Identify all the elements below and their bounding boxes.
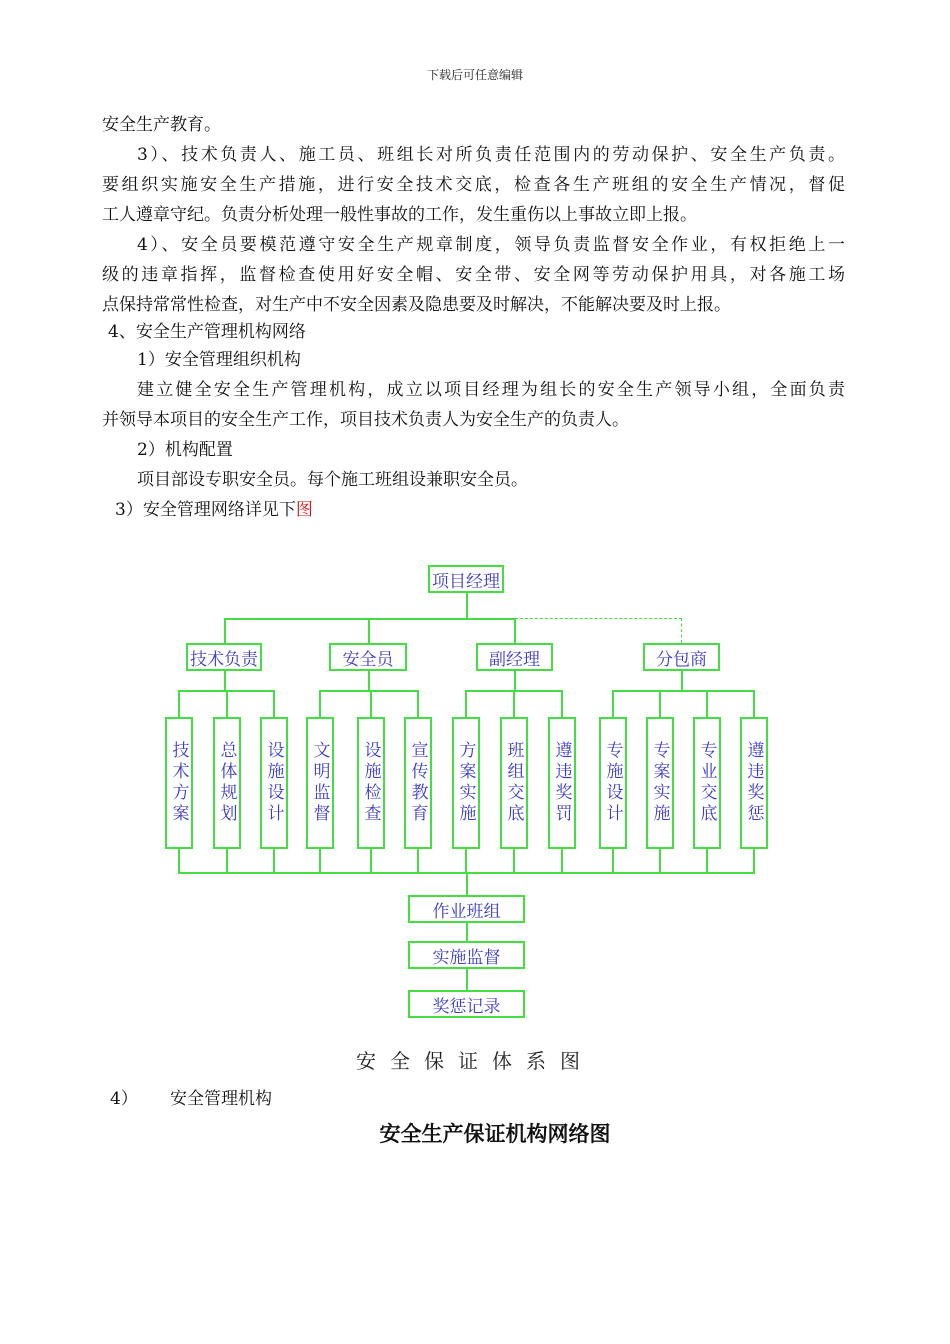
text-line: 4）、安全员要模范遵守安全生产规章制度，领导负责监督安全作业，有权拒绝上一: [137, 235, 845, 255]
chart-leaf-node: 班组交底: [500, 717, 528, 849]
text-line: 点保持常常性检查，对生产中不安全因素及隐患要及时解决，不能解决要及时上报。: [102, 295, 731, 315]
chart-leaf-node: 遵违奖惩: [740, 717, 768, 849]
subsection-heading: 1）安全管理组织机构: [137, 350, 301, 370]
chart-node-reward-penalty-record: 奖惩记录: [408, 990, 525, 1018]
chart-node-safety-officer: 安全员: [329, 643, 407, 671]
chart-leaf-node: 遵违奖罚: [548, 717, 576, 849]
chart-node-work-team: 作业班组: [408, 895, 525, 923]
chart-node-subcontractor: 分包商: [643, 643, 720, 671]
chart-node-implementation-supervision: 实施监督: [408, 941, 525, 969]
section-title: 安全生产保证机构网络图: [379, 1121, 611, 1146]
text-line: 要组织实施安全生产措施，进行安全技术交底，检查各生产班组的安全生产情况，督促: [102, 175, 845, 195]
chart-root-node: 项目经理: [428, 565, 504, 593]
text-line: 并领导本项目的安全生产工作，项目技术负责人为安全生产的负责人。: [102, 410, 629, 430]
chart-leaf-node: 设施设计: [260, 717, 288, 849]
text-line: 工人遵章守纪。负责分析处理一般性事故的工作，发生重伤以上事故立即上报。: [102, 205, 697, 225]
section-heading: 4、安全生产管理机构网络: [108, 322, 306, 342]
chart-leaf-node: 技术方案: [165, 717, 193, 849]
chart-leaf-node: 专业交底: [693, 717, 721, 849]
chart-leaf-node: 文明监督: [306, 717, 334, 849]
subsection-heading: 2）机构配置: [137, 440, 233, 460]
text-line: 安全生产教育。: [102, 115, 221, 135]
text-line: 建立健全安全生产管理机构，成立以项目经理为组长的安全生产领导小组，全面负责: [137, 380, 845, 400]
text-line: 3）、技术负责人、施工员、班组长对所负责任范围内的劳动保护、安全生产负责。: [137, 145, 845, 165]
chart-leaf-node: 宣传教育: [404, 717, 432, 849]
chart-leaf-node: 设施检查: [357, 717, 385, 849]
item-number: 4）: [110, 1089, 138, 1109]
chart-leaf-node: 方案实施: [452, 717, 480, 849]
text-line: 级的违章指挥，监督检查使用好安全帽、安全带、安全网等劳动保护用具，对各施工场: [102, 265, 845, 285]
chart-node-deputy-manager: 副经理: [476, 643, 553, 671]
figure-caption: 安全保证体系图: [356, 1049, 594, 1073]
text-line: 项目部设专职安全员。每个施工班组设兼职安全员。: [137, 470, 528, 490]
chart-leaf-node: 总体规划: [213, 717, 241, 849]
page-header: 下载后可任意编辑: [426, 68, 523, 82]
chart-node-tech-lead: 技术负责: [186, 643, 262, 671]
text-line: 3）安全管理网络详见下图: [115, 500, 313, 520]
chart-leaf-node: 专案实施: [646, 717, 674, 849]
item-label: 安全管理机构: [170, 1089, 272, 1109]
figure-ref: 图: [295, 500, 313, 520]
chart-leaf-node: 专施设计: [599, 717, 627, 849]
